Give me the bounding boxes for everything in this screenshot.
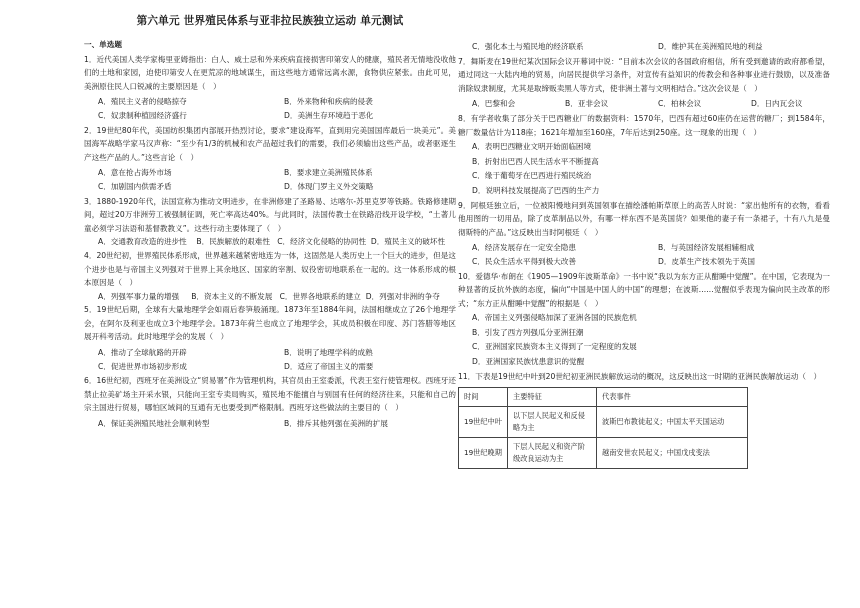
- option-d: D．体现门罗主义外交策略: [284, 181, 374, 191]
- option-a: A．推动了全球航路的开辟: [98, 348, 187, 358]
- question-stem: 11．下表是19世纪中叶到20世纪初亚洲民族解放运动的概况，这反映出这一时期的亚洲民族解放运动（ ）: [458, 371, 822, 381]
- question-3: [84, 195, 456, 249]
- question-stem: 1．近代美国人类学家梅里亚姆指出：白人、威士忌和外来疾病直接损害印第安人的健康，殖民者无情地没收他们的土地和家园，迫使印第安人在更荒凉的地域谋生，而这些地方通常远离水源，食物供应紧张。由此可见，美洲原住民人口锐减的主要原因是（ ）: [84, 54, 456, 91]
- option-c: C．经济文化侵略的协同性: [277, 237, 367, 247]
- table-header-cell: 代表事件: [597, 388, 748, 407]
- question-7: [458, 55, 830, 111]
- data-table: [458, 387, 748, 469]
- question-stem: 5．19世纪后期，全球有大量地理学会如雨后春笋般涌现。1873年至1884年间，法国相继成立了26个地理学会，在阿尔及利亚也成立3个地理学会。1873年荷兰也成立了地理学会，其成员积极在印度、苏门答腊等地区展开科考活动。此时地理学会的发展（ ）: [84, 305, 456, 342]
- table-row: [459, 407, 748, 438]
- question-stem: 3．1880-1920年代，法国宣称为推动文明进步，在非洲修建了圣路易、达喀尔-苏里克罗等铁路。铁路修建期间，超过20万非洲劳工被强制征调，死亡率高达40%。与此同时，法国传教士在铁路沿线开设学校，“土著儿童必须学习法语和基督教教义”。这些行动主要体现了（ ）: [84, 196, 456, 233]
- table-cell: 19世纪晚期: [459, 438, 508, 469]
- table-header-cell: 主要特征: [508, 388, 597, 407]
- option-c: C．促进世界市场初步形成: [98, 361, 187, 371]
- option-b: B．外来物种和疾病的侵袭: [284, 97, 373, 107]
- question-stem: 8．有学者收集了部分关于巴西糖业厂的数据资料：1570年，巴西有超过60座仍在运营的糖厂；到1584年，糖厂数量估计为118座；1621年增加至160座，7年后达到250座。这一现象的出现（ ）: [458, 113, 830, 137]
- option-b: B．资本主义的不断发展: [191, 291, 273, 301]
- table-cell: 19世纪中叶: [459, 407, 508, 438]
- option-b: B．亚非会议: [565, 99, 609, 109]
- left-column: [84, 38, 456, 432]
- option-a: A．保证美洲殖民地社会顺利转型: [98, 419, 210, 429]
- option-d: D．列强对非洲的争夺: [365, 291, 440, 301]
- right-column: [458, 40, 830, 469]
- option-d: D．美洲生存环境趋于恶化: [284, 110, 374, 120]
- option-d: D．日内瓦会议: [751, 99, 803, 109]
- q6-option-c: C．强化本土与殖民地的经济联系: [472, 42, 584, 51]
- option-d: D．殖民主义的破坏性: [370, 237, 446, 247]
- table-row: [459, 438, 748, 469]
- question-stem: 6．16世纪初，西班牙在美洲设立“贸易署”作为管理机构，其官员由王室委派，代表王室行使管理权。西班牙还禁止拉美矿场主开采水银，只能向王室专卖局购买，殖民地不能擅自与别国有任何的经济往来，只能和自己的宗主国进行贸易，哪怕区域间的互通有无也要受到严格限制。西班牙这些做法的主要目的（ ）: [84, 376, 456, 413]
- question-stem: 9．阿根廷独立后，一位被阳慢地问到英国领事在描绘潘帕斯草原上的高苦人时说：“家出他所有的衣物，看看他用图的一切用品，除了皮革制品以外，有哪一样东西不是英国货？如果他的妻子有一条裙子，十有八九是曼彻斯特的产品。”这反映出当时阿根廷（ ）: [458, 200, 830, 237]
- section-heading: 一、单选题: [84, 40, 122, 49]
- option-c: C．柏林会议: [658, 99, 702, 109]
- page-title: 第六单元 世界殖民体系与亚非拉民族独立运动 单元测试: [136, 15, 404, 27]
- option-a: A．表明巴西糖业文明开始面临困境: [472, 142, 592, 152]
- question-1: [84, 53, 456, 123]
- option-a: A．意在抢占海外市场: [98, 168, 172, 178]
- option-b: B．民族解放的艰难性: [196, 237, 270, 247]
- question-8: [458, 112, 830, 198]
- question-stem: 4．20世纪初，世界殖民体系形成，世界越来越紧密地连为一体，这固然是人类历史上一个巨大的进步，但是这个进步也是与帝国主义列强对于世界上其余地区、国家的宰割、奴役密切地联系在一起的。这一体系形成的根本原因是（ ）: [84, 250, 456, 288]
- option-d: D．适应了帝国主义的需要: [284, 361, 374, 371]
- question-stem: 10．爱德华·布朗在《1905—1909年波斯革命》一书中说“我以为东方正从酣睡中觉醒”。在中国，它表现为一种显著的反抗外族的态度，偏向“中国是中国人的中国”的理想；在波斯……觉醒似乎表现为偏向民主改革的形式；“东方正从酣睡中觉醒”的根据是（ ）: [458, 271, 830, 308]
- option-b: B．折射出巴西人民生活水平不断提高: [472, 156, 599, 166]
- option-c: C．奴隶制种植园经济盛行: [98, 110, 187, 120]
- option-c: C．世界各地联系的建立: [279, 291, 361, 301]
- question-2: [84, 124, 456, 194]
- option-c: C．缘于葡萄牙在巴西进行殖民统治: [472, 171, 592, 181]
- question-4: [84, 249, 456, 303]
- question-9: [458, 199, 830, 269]
- option-b: B．与英国经济发展相辅相成: [658, 243, 755, 253]
- table-cell: 越南安世农民起义；中国戊戌变法: [597, 438, 748, 469]
- option-a: A．交通教育改造的进步性: [98, 237, 187, 247]
- option-b: B．要求建立美洲殖民体系: [284, 168, 373, 178]
- table-cell: 波斯巴布教徒起义；中国太平天国运动: [597, 407, 748, 438]
- option-a: A．经济发展存在一定安全隐患: [472, 243, 576, 253]
- table-header-cell: 时间: [459, 388, 508, 407]
- question-5: [84, 303, 456, 373]
- option-c: C．民众生活水平得到极大改善: [472, 256, 577, 266]
- option-d: D．皮革生产技术领先于英国: [658, 256, 755, 266]
- option-a: A．巴黎和会: [472, 99, 516, 109]
- option-c: C．加剧国内供需矛盾: [98, 181, 172, 191]
- option-d: D．说明科技发展提高了巴西的生产力: [472, 185, 600, 195]
- option-a: A．帝国主义列强侵略加深了亚洲各国的民族危机: [472, 313, 637, 323]
- option-a: A．殖民主义者的侵略掠夺: [98, 97, 187, 107]
- option-b: B．排斥其他列强在美洲的扩展: [284, 419, 388, 429]
- table-header-row: [459, 388, 748, 407]
- table-cell: 下层人民起义和资产阶级改良运动为主: [508, 438, 597, 469]
- question-6: [84, 374, 456, 430]
- q6-option-d: D．维护其在美洲殖民地的利益: [658, 42, 763, 51]
- option-a: A．列强军事力量的增强: [98, 291, 180, 301]
- option-d: D．亚洲国家民族忧患意识的觉醒: [472, 357, 585, 367]
- table-cell: 以下层人民起义和反侵略为主: [508, 407, 597, 438]
- option-c: C．亚洲国家民族资本主义得到了一定程度的发展: [472, 342, 637, 352]
- question-11: [458, 370, 830, 470]
- question-10: [458, 270, 830, 369]
- option-b: B．引发了西方列强瓜分亚洲狂潮: [472, 327, 584, 337]
- option-b: B．说明了地理学科的成熟: [284, 348, 373, 358]
- question-stem: 7．舞斯麦在19世纪某次国际会议开幕词中说：“目前本次会议的各国政府相信，所有受到邀请的政府都希望，通过同这一大陆内地的贸易，向居民提供学习条件，对宣传有益知识的传教会和各种事业进行鼓励，以及准备消除奴隶制度，尤其是取缔贩卖黑人等方式，使非洲土著与文明相结合。”这次会议是（ ）: [458, 56, 830, 93]
- question-stem: 2．19世纪80年代，美国纺织集团内部展开热烈讨论，要求“建设海军，直到用完美国国库最后一块美元”。美国海军战略学家马汉声称：“至少有1/3的机械和农产品超过我们的需要，我们必须输出这些产品，或者驱逐生产这些产品的人。”这些言论（ ）: [84, 125, 456, 162]
